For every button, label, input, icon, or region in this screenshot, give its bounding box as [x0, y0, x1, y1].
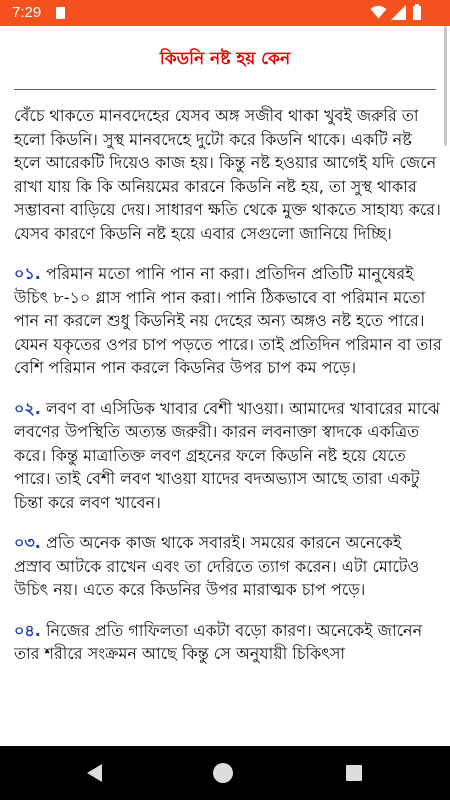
intro-paragraph: বেঁচে থাকতে মানবদেহের যেসব অঙ্গ সজীব থাকা খুবই জরুরি তা হলো কিডনি। সুস্থ মানবদেহে দুটো করে কিডনি থাকে। একটি নষ্ট হলে আরেকটি দিয়েও কাজ হয়। কিন্তু নষ্ট হওয়ার আগেই যদি জেনে রাখা যায় কি কি অনিয়মের কারনে কিডনি নষ্ট হয়, তা সুস্থ থাকার সম্ভাবনা বাড়িয়ে দেয়। সাধারণ ক্ষতি থেকে মুক্ত থাকতে সাহায্য করে। যেসব কারণে কিডনি নষ্ট হয়ে এবার সেগুলো জানিয়ে দিচ্ছি।	[14, 106, 441, 243]
point-number: ০১.	[14, 264, 41, 283]
title-divider	[14, 89, 436, 90]
point-paragraph	[14, 531, 442, 602]
wifi-icon	[370, 5, 387, 19]
signal-icon	[391, 5, 406, 20]
point-text: পরিমান মতো পানি পান না করা। প্রতিদিন প্রতিটি মানুষেরই উচিৎ ৮-১০ গ্লাস পানি পান করা। পানি ঠিকভাবে বা পরিমান মতো পান না করলে শুধু কিডনিই নয় দেহের অন্য অঙ্গও নষ্ট হতে পারে। যেমন যকৃতের ওপর চাপ পড়তে পারে। তাই প্রতিদিন পরিমান বা তার বেশি পরিমান পান করলে কিডনির উপর চাপ কম পড়ে।	[14, 264, 442, 377]
point-number: ০২.	[14, 398, 41, 418]
article-content[interactable]	[0, 26, 450, 746]
point-text: নিজের প্রতি গাফিলতা একটা বড়ো কারণ। অনেকেই জানেন তার শরীরে সংক্রমন আছে কিন্তু সে অনুযায়ী চিকিৎসা	[14, 620, 423, 663]
status-bar	[0, 0, 450, 26]
home-icon[interactable]	[213, 763, 233, 783]
article-title: কিডনি নষ্ট হয় কেন	[159, 49, 291, 69]
status-time: 7:29	[12, 4, 42, 21]
point-paragraph	[14, 619, 442, 666]
battery-icon	[413, 6, 421, 20]
point-paragraph	[14, 262, 442, 380]
article-body	[14, 104, 442, 683]
point-text: লবণ বা এসিডিক খাবার বেশী খাওয়া। আমাদের খাবারের মাঝে লবণের উপস্থিতি অত্যন্ত জরুরী। কারন লবনাক্তা স্বাদকে একত্রিত করে। কিন্তু মাত্রাতিক্ত লবণ গ্রহনের ফলে কিডনি নষ্ট হয়ে যেতে পারে। তাই বেশী লবণ খাওয়া যাদের বদঅভ্যাস আছে তারা একটু চিন্তা করে লবণ খাবেন।	[14, 398, 440, 512]
point-text: প্রতি অনেক কাজ থাকে সবারই। সময়ের কারনে অনেকেই প্রস্রাব আটকে রাখেন এবং তা দেরিতে ত্যাগ করেন। এটা মোটেও উচিৎ নয়। এতে করে কিডনির উপর মারাত্মক চাপ পড়ে।	[14, 533, 420, 599]
recents-icon[interactable]	[346, 765, 362, 781]
navigation-bar	[0, 746, 450, 800]
sd-card-icon	[56, 7, 65, 19]
point-number: ০৪.	[14, 620, 41, 640]
point-number: ০৩.	[14, 533, 41, 552]
point-paragraph	[14, 397, 442, 515]
scrollbar[interactable]	[444, 26, 447, 146]
back-icon[interactable]	[87, 764, 102, 782]
